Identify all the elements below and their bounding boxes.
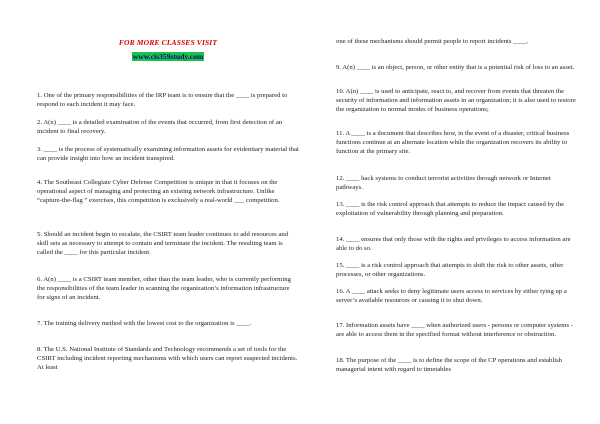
question-8-continued: one of these mechanisms should permit people to report incidents ____. (336, 38, 529, 45)
question-7: 7. The training delivery method with the lowest cost to the organization is ____. (37, 320, 252, 327)
question-15: 15. ____ is a risk control approach that attempts to shift the risk to other assets, other processes, or other organizations. (336, 262, 564, 278)
question-4: 4. The Southeast Collegiate Cyber Defense Competition is unique in that it focuses on the operational aspect of managing and protecting an existing network infrastructure. Unlike “capture-the-flag ” exercises, this competition is exclusively a real-world ___ competition. (37, 179, 280, 204)
question-14: 14. ____ ensures that only those with the rights and privileges to access information are able to do so. (336, 236, 571, 252)
website-link[interactable] (37, 53, 299, 62)
question-16: 16. A ____ attack seeks to deny legitimate users access to services by either tying up a server’s available resources or causing it to shut down. (336, 288, 567, 304)
question-6: 6. A(n) ____ is a CSIRT team member, other than the team leader, who is currently performing the responsibilities of the team leader in scanning the organization’s information infrastructure for signs of an incident. (37, 276, 291, 301)
question-8: 8. The U.S. National Institute of Standards and Technology recommends a set of tools for the CSIRT including incident reporting mechanisms with which users can report suspected incidents. At least (37, 346, 298, 371)
question-5: 5. Should an incident begin to escalate, the CSIRT team leader continues to add resources and skill sets as necessary to attempt to contain and terminate the incident. The resulting team is called the ____ for this particular incident. (37, 231, 289, 256)
question-10: 10. A(n) ____ is used to anticipate, react to, and recover from events that threaten the security of information and information assets in an organization; it is also used to restore the organization to normal modes of business operations; (336, 88, 576, 113)
question-3: 3. ____ is the process of systematically examining information assets for evidentiary material that can provide insight into how an incident transpired. (37, 146, 299, 162)
visit-banner: FOR MORE CLASSES VISIT (118, 38, 218, 47)
question-12: 12. ____ hack systems to conduct terrorist activities through network or Internet pathways. (336, 175, 551, 191)
question-11: 11. A ____ is a document that describes how, in the event of a disaster, critical business functions continue at an alternate location while the organization recovers its ability to function at the primary site. (336, 130, 570, 155)
question-2: 2. A(n) ____ is a detailed examination of the events that occurred, from first detection of an incident to final recovery. (37, 119, 283, 135)
question-13: 13. ____ is the risk control approach that attempts to reduce the impact caused by the exploitation of vulnerability through planning and preparation. (336, 201, 565, 217)
question-18: 18. The purpose of the ____ is to define the scope of the CP operations and establish managerial intent with regard to timetables (336, 357, 563, 373)
question-17: 17. Information assets have ____ when authorized users - persons or computer systems - are able to access them in the specified format without interference or obstruction. (336, 322, 573, 338)
question-1: 1. One of the primary responsibilities of the IRP team is to ensure that the ____ is prepared to respond to each incident it may face. (37, 92, 288, 108)
website-link-text[interactable]: www.cis359study.com (132, 52, 204, 61)
question-9: 9. A(n) ____ is an object, person, or other entity that is a potential risk of loss to an asset. (336, 64, 575, 71)
